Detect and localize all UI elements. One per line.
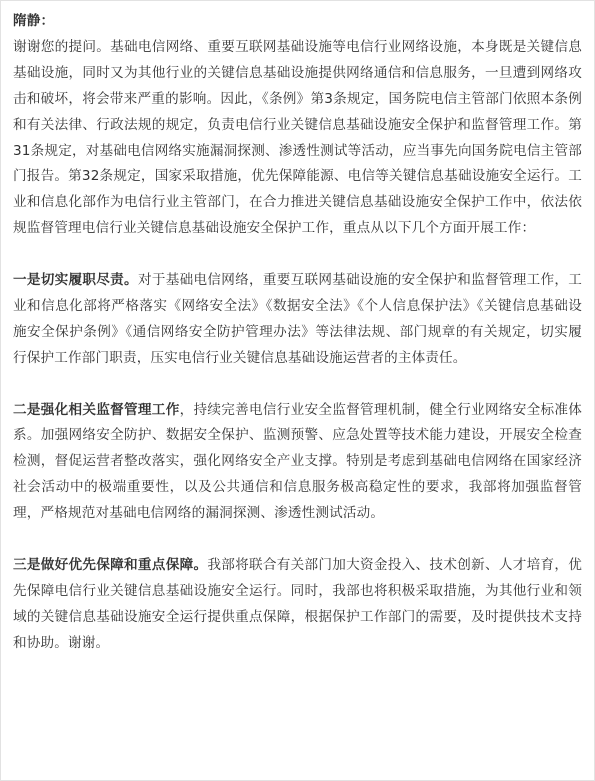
point-lead-3: 三是做好优先保障和重点保障。 <box>13 556 208 573</box>
point-body-1: 对于基础电信网络，重要互联网基础设施的安全保护和监督管理工作，工业和信息化部将严格落实《网络安全法》《数据安全法》《个人信息保护法》《关键信息基础设施安全保护条例》《通信网络安全防护管理办法》等法律法规、部门规章的有关规定，切实履行保护工作部门职责，压实电信行业关键信息基础设施运营者的主体责任。 <box>13 272 582 366</box>
point-lead-1: 一是切实履职尽责。 <box>13 272 138 289</box>
point-paragraph-3 <box>13 553 582 657</box>
intro-paragraph: 谢谢您的提问。基础电信网络、重要互联网基础设施等电信行业网络设施，本身既是关键信息基础设施，同时又为其他行业的关键信息基础设施提供网络通信和信息服务，一旦遭到网络攻击和破坏，将会带来严重的影响。因此，《条例》第3条规定，国务院电信主管部门依照本条例和有关法律、行政法规的规定，负责电信行业关键信息基础设施安全保护和监督管理工作。第31条规定，对基础电信网络实施漏洞探测、渗透性测试等活动，应当事先向国务院电信主管部门报告。第32条规定，国家采取措施，优先保障能源、电信等关键信息基础设施安全运行。工业和信息化部作为电信行业主管部门，在合力推进关键信息基础设施安全保护工作中，依法依规监督管理电信行业关键信息基础设施安全保护工作，重点从以下几个方面开展工作： <box>13 38 582 237</box>
point-body-2: ，持续完善电信行业安全监督管理机制，健全行业网络安全标准体系。加强网络安全防护、数据安全保护、监测预警、应急处置等技术能力建设，开展安全检查检测，督促运营者整改落实，强化网络安全产业支撑。特别是考虑到基础电信网络在国家经济社会活动中的极端重要性，以及公共通信和信息服务极高稳定性的要求，我部将加强监督管理，严格规范对基础电信网络的漏洞探测、渗透性测试活动。 <box>13 401 582 522</box>
speaker-name: 隋静： <box>13 13 55 29</box>
point-paragraph-2 <box>13 398 582 528</box>
point-body-3: 我部将联合有关部门加大资金投入、技术创新、人才培育，优先保障电信行业关键信息基础设施安全运行。同时，我部也将积极采取措施，为其他行业和领域的关键信息基础设施安全运行提供重点保障，根据保护工作部门的需要，及时提供技术支持和协助。谢谢。 <box>13 556 582 651</box>
point-paragraph-1 <box>13 268 582 372</box>
point-lead-2: 二是强化相关监督管理工作 <box>13 401 180 418</box>
